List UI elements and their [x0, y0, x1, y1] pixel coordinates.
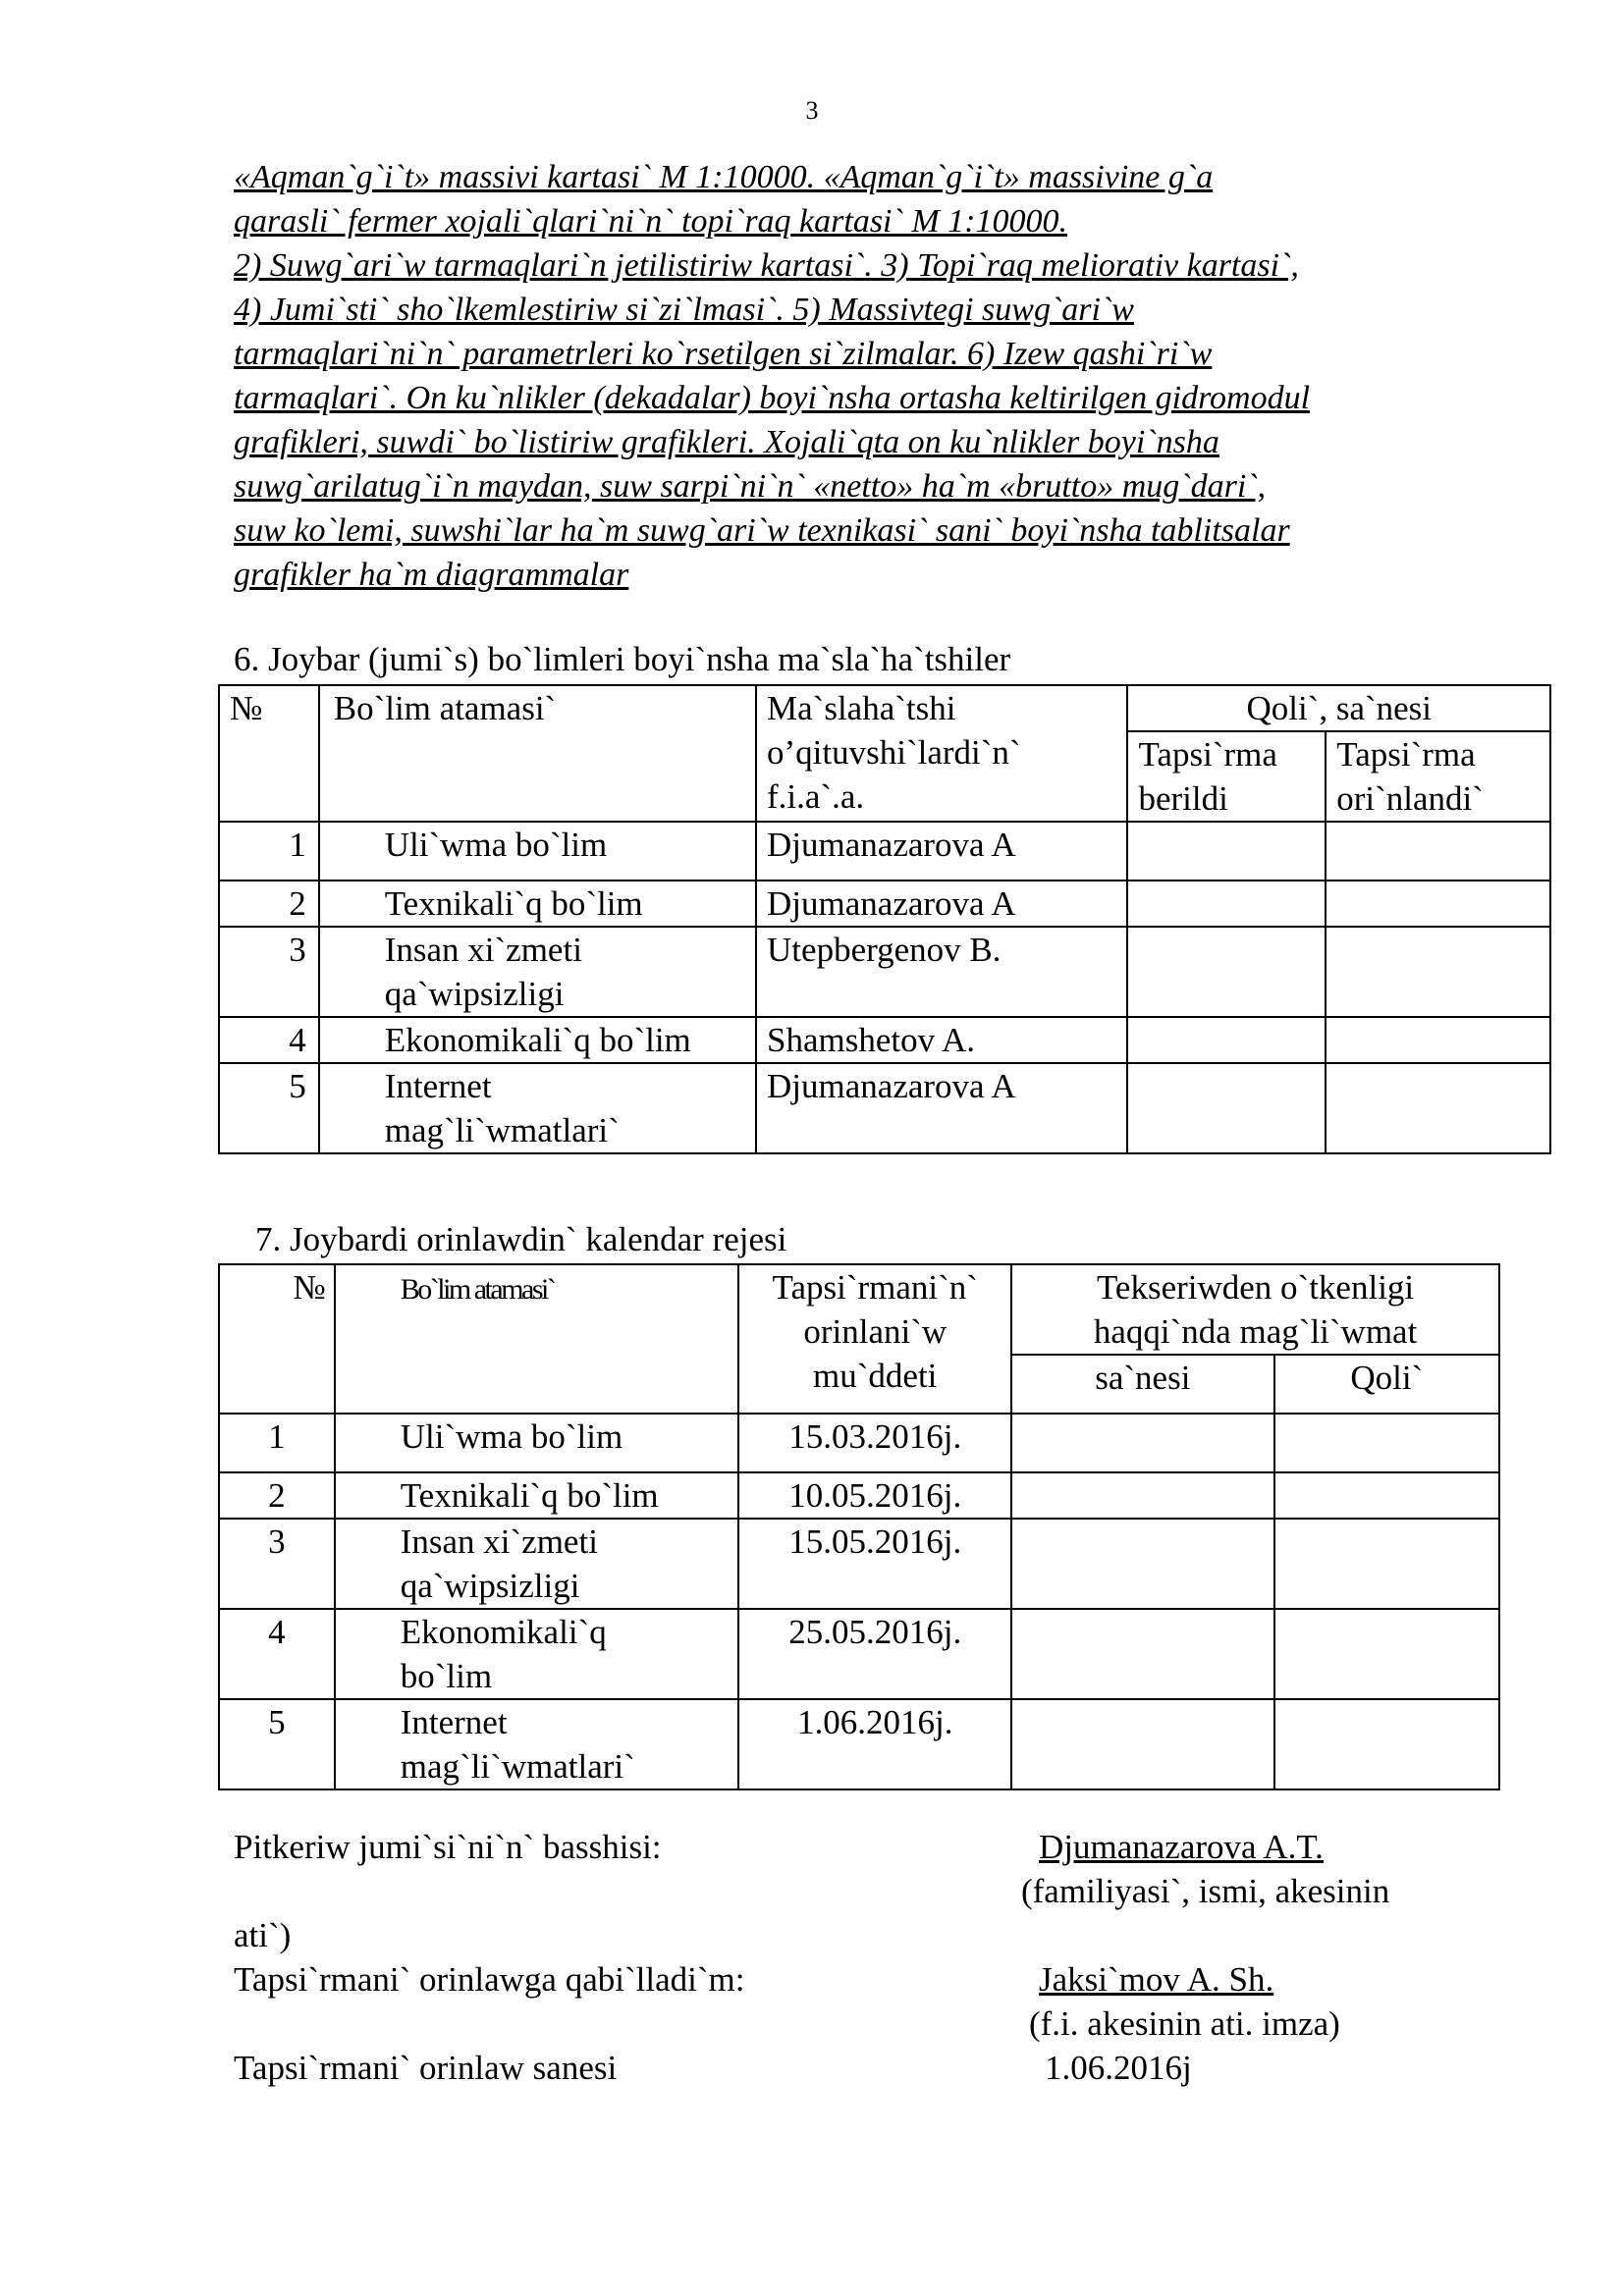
completion-date-value: 1.06.2016j [1045, 2049, 1192, 2087]
row-accepted-signature [1326, 822, 1550, 881]
page-number: 3 [805, 96, 819, 125]
row-review-date [1011, 1699, 1273, 1789]
table-row [219, 1414, 1499, 1472]
intro-line: 4) Jumi`sti` sho`lkemlestiriw si`zi`lmasi`. 5) Massivtegi suwg`ari`w [234, 292, 1134, 328]
row-section-name: Texnikali`q bo`lim [335, 1472, 739, 1519]
row-review-signature [1274, 1519, 1499, 1609]
task-accepted-name: Jaksi`mov A. Sh. [1039, 1960, 1274, 1999]
row-review-date [1011, 1472, 1273, 1519]
header-deadline: Tapsi`rmani`n` orinlani`w mu`ddeti [738, 1264, 1011, 1414]
row-accepted-signature [1326, 927, 1550, 1017]
intro-line: tarmaqlari`. On ku`nlikler (dekadalar) boyi`nsha ortasha keltirilgen gidromodul [234, 380, 1311, 416]
row-number: 3 [219, 1519, 335, 1609]
intro-line: «Aqman`g`i`t» massivi kartasi` M 1:10000. «Aqman`g`i`t» massivine g`a [234, 159, 1214, 195]
row-number: 2 [219, 881, 319, 927]
row-review-signature [1274, 1609, 1499, 1699]
intro-line: grafikler ha`m diagrammalar [234, 557, 629, 593]
table-header-row [219, 1264, 1499, 1355]
header-review-info: Tekseriwden o`tkenligi haqqi`nda mag`li`wmat [1011, 1264, 1499, 1355]
table-row [219, 927, 1550, 1017]
row-consultant: Djumanazarova A [756, 881, 1127, 927]
header-task-accepted: Tapsi`rma ori`nlandi` [1326, 731, 1550, 822]
intro-line: qarasli` fermer xojali`qlari`ni`n` topi`raq kartasi` M 1:10000. [234, 203, 1067, 240]
row-number: 4 [219, 1609, 335, 1699]
header-number: № [219, 1264, 335, 1414]
row-deadline: 1.06.2016j. [738, 1699, 1011, 1789]
intro-line: tarmaqlari`ni`n` parametrleri ko`rsetilgen si`zilmalar. 6) Izew qashi`ri`w [234, 336, 1213, 372]
intro-paragraph [234, 155, 1510, 597]
row-section-name: Texnikali`q bo`lim [319, 881, 756, 927]
row-section-name: Uli`wma bo`lim [319, 822, 756, 881]
row-section-name: Internet mag`li`wmatlari` [319, 1063, 756, 1153]
row-review-date [1011, 1414, 1273, 1472]
row-deadline: 15.03.2016j. [738, 1414, 1011, 1472]
table-row [219, 1017, 1550, 1063]
task-accepted-label: Tapsi`rmani` orinlawga qabi`lladi`m: [234, 1960, 745, 1999]
row-section-name: Ekonomikali`q bo`lim [335, 1609, 739, 1699]
table-row [219, 822, 1550, 881]
row-review-signature [1274, 1472, 1499, 1519]
row-given-signature [1127, 822, 1326, 881]
row-number: 1 [219, 822, 319, 881]
row-consultant: Djumanazarova A [756, 822, 1127, 881]
task-accepted-note: (f.i. akesinin ati. imza) [1029, 2004, 1340, 2043]
intro-line: 2) Suwg`ari`w tarmaqlari`n jetilistiriw kartasi`. 3) Topi`raq meliorativ kartasi`, [234, 247, 1299, 284]
supervisor-label: Pitkeriw jumi`si`ni`n` basshisi: [234, 1828, 662, 1866]
header-date: sa`nesi [1011, 1355, 1273, 1414]
table-header-row [219, 685, 1550, 731]
section-7-title: 7. Joybardi orinlawdin` kalendar rejesi [255, 1220, 787, 1258]
row-number: 3 [219, 927, 319, 1017]
table-row [219, 881, 1550, 927]
table-row [219, 1609, 1499, 1699]
row-given-signature [1127, 927, 1326, 1017]
table-row [219, 1519, 1499, 1609]
header-number: № [219, 685, 319, 822]
row-consultant: Shamshetov A. [756, 1017, 1127, 1063]
supervisor-name-note: (familiyasi`, ismi, akesinin [1021, 1872, 1390, 1910]
completion-date-label: Tapsi`rmani` orinlaw sanesi [234, 2049, 618, 2087]
row-section-name: Ekonomikali`q bo`lim [319, 1017, 756, 1063]
row-section-name: Internet mag`li`wmatlari` [335, 1699, 739, 1789]
row-accepted-signature [1326, 881, 1550, 927]
row-deadline: 15.05.2016j. [738, 1519, 1011, 1609]
row-review-date [1011, 1519, 1273, 1609]
supervisor-name-note-continued: ati`) [234, 1916, 292, 1954]
row-given-signature [1127, 1063, 1326, 1153]
table-row [219, 1699, 1499, 1789]
supervisor-name: Djumanazarova A.T. [1039, 1828, 1324, 1866]
row-number: 2 [219, 1472, 335, 1519]
table-row [219, 1472, 1499, 1519]
row-section-name: Insan xi`zmeti qa`wipsizligi [335, 1519, 739, 1609]
row-given-signature [1127, 1017, 1326, 1063]
table-row [219, 1063, 1550, 1153]
section-6-title: 6. Joybar (jumi`s) bo`limleri boyi`nsha ma`sla`ha`tshiler [234, 640, 1011, 678]
calendar-plan-table [218, 1263, 1500, 1790]
row-number: 1 [219, 1414, 335, 1472]
intro-line: suw ko`lemi, suwshi`lar ha`m suwg`ari`w texnikasi` sani` boyi`nsha tablitsalar [234, 512, 1290, 549]
row-number: 5 [219, 1063, 319, 1153]
header-task-given: Tapsi`rma berildi [1127, 731, 1326, 822]
row-number: 4 [219, 1017, 319, 1063]
intro-line: suwg`arilatug`i`n maydan, suw sarpi`ni`n` «netto» ha`m «brutto» mug`dari`, [234, 468, 1267, 505]
row-accepted-signature [1326, 1017, 1550, 1063]
row-section-name: Uli`wma bo`lim [335, 1414, 739, 1472]
row-given-signature [1127, 881, 1326, 927]
consultants-table [218, 684, 1551, 1154]
row-deadline: 10.05.2016j. [738, 1472, 1011, 1519]
row-review-signature [1274, 1414, 1499, 1472]
row-review-signature [1274, 1699, 1499, 1789]
header-signature: Qoli` [1274, 1355, 1499, 1414]
row-review-date [1011, 1609, 1273, 1699]
header-section-name [335, 1264, 739, 1414]
header-signature-date: Qoli`, sa`nesi [1127, 685, 1550, 731]
row-number: 5 [219, 1699, 335, 1789]
row-deadline: 25.05.2016j. [738, 1609, 1011, 1699]
row-accepted-signature [1326, 1063, 1550, 1153]
row-section-name: Insan xi`zmeti qa`wipsizligi [319, 927, 756, 1017]
intro-line: grafikleri, suwdi` bo`listiriw grafikleri. Xojali`qta on ku`nlikler boyi`nsha [234, 424, 1219, 460]
row-consultant: Utepbergenov B. [756, 927, 1127, 1017]
header-section-name-text: Bo`lim atamasi` [400, 1273, 555, 1306]
header-consultant: Ma`slaha`tshi o’qituvshi`lardi`n` f.i.a`.a. [756, 685, 1127, 822]
header-section-name: Bo`lim atamasi` [319, 685, 756, 822]
row-consultant: Djumanazarova A [756, 1063, 1127, 1153]
